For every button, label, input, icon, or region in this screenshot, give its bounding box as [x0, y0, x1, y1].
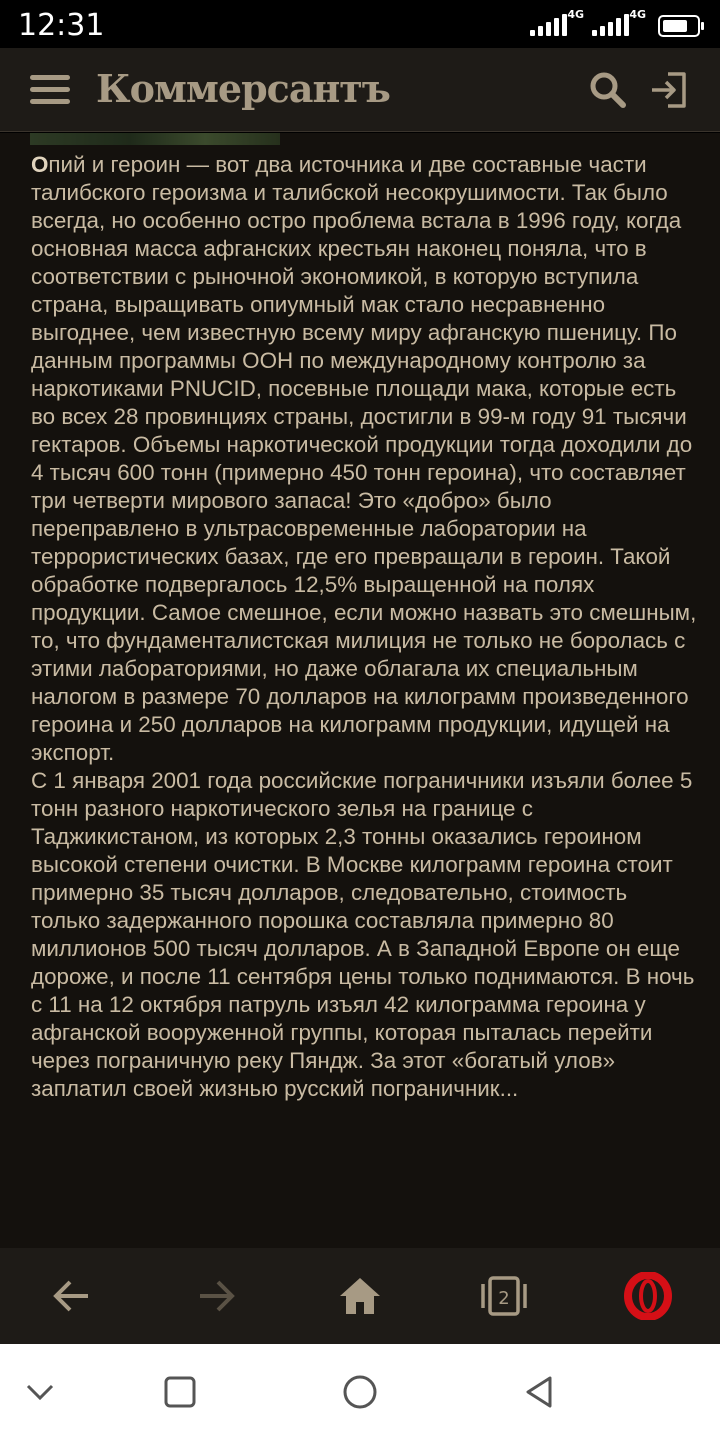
network-type-label: 4G — [567, 8, 584, 21]
back-arrow-icon[interactable] — [48, 1272, 96, 1320]
home-icon[interactable] — [336, 1272, 384, 1320]
system-navigation-bar — [0, 1344, 720, 1440]
status-icons — [528, 10, 700, 38]
home-circle-icon[interactable] — [338, 1370, 382, 1414]
article-content[interactable] — [0, 133, 720, 1248]
article-paragraph — [31, 151, 701, 767]
battery-icon — [658, 15, 700, 37]
signal-icon — [528, 10, 584, 38]
opera-icon[interactable] — [624, 1272, 672, 1320]
login-icon[interactable] — [648, 70, 688, 110]
site-logo[interactable]: Коммерсантъ — [96, 66, 390, 111]
article-image-edge — [30, 133, 280, 145]
forward-arrow-icon[interactable] — [192, 1272, 240, 1320]
tab-count: 2 — [498, 1288, 510, 1309]
back-triangle-icon[interactable] — [518, 1370, 562, 1414]
browser-toolbar — [0, 1248, 720, 1344]
signal-icon — [590, 10, 646, 38]
chevron-down-icon[interactable] — [18, 1370, 62, 1414]
tabs-icon[interactable] — [480, 1272, 528, 1320]
dropcap-letter: О — [31, 152, 49, 177]
article-paragraph: С 1 января 2001 года российские пограничники изъяли более 5 тонн разного наркотического зелья на границе с Таджикистаном, из которых 2,3 тонны оказались героином высокой степени очистки. В Москве килограмм героина стоит примерно 35 тысяч долларов, следовательно, стоимость только задержанного порошка составляла примерно 80 миллионов 500 тысяч долларов. А в Западной Европе он еще дороже, и после 11 сентября цены только поднимаются. В ночь с 11 на 12 октября патруль изъял 42 килограмма героина у афганской вооруженной группы, которая пыталась перейти через пограничную реку Пяндж. За этот «богатый улов» заплатил своей жизнью русский пограничник... — [31, 768, 695, 1101]
recents-icon[interactable] — [158, 1370, 202, 1414]
paragraph-text: пий и героин — вот два источника и две составные части талибского героизма и талибской несокрушимости. Так было всегда, но особенно остро проблема встала в 1996 году, когда основная масса афганских крестьян наконец поняла, что в соответствии с рыночной экономикой, в которую вступила страна, выращивать опиумный мак стало несравненно выгоднее, чем известную всему миру афганскую пшеницу. По данным программы ООН по международному контролю за наркотиками PNUCID, посевные площади мака, которые есть во всех 28 провинциях страны, достигли в 99-м году 91 тысячи гектаров. Объемы наркотической продукции тогда доходили до 4 тысяч 600 тонн (примерно 450 тонн героина), что составляет три четверти мирового запаса! Это «добро» было переправлено в ультрасовременные лаборатории на террористических базах, где его превращали в героин. Такой обработке подвергалось 12,5% выращенной на полях продукции. Самое смешное, если можно назвать это смешным, то, что фундаменталистская милиция не только не боролась с этими лабораториями, но даже облагала их специальным налогом в размере 70 долларов на килограмм произведенного героина и 250 долларов на килограмм продукции, идущей на экспорт. — [31, 152, 697, 765]
status-time: 12:31 — [18, 8, 105, 43]
menu-icon[interactable] — [30, 75, 70, 105]
article-body — [31, 151, 701, 1103]
status-bar — [0, 0, 720, 48]
search-icon[interactable] — [588, 70, 628, 110]
app-header — [0, 48, 720, 132]
network-type-label: 4G — [629, 8, 646, 21]
